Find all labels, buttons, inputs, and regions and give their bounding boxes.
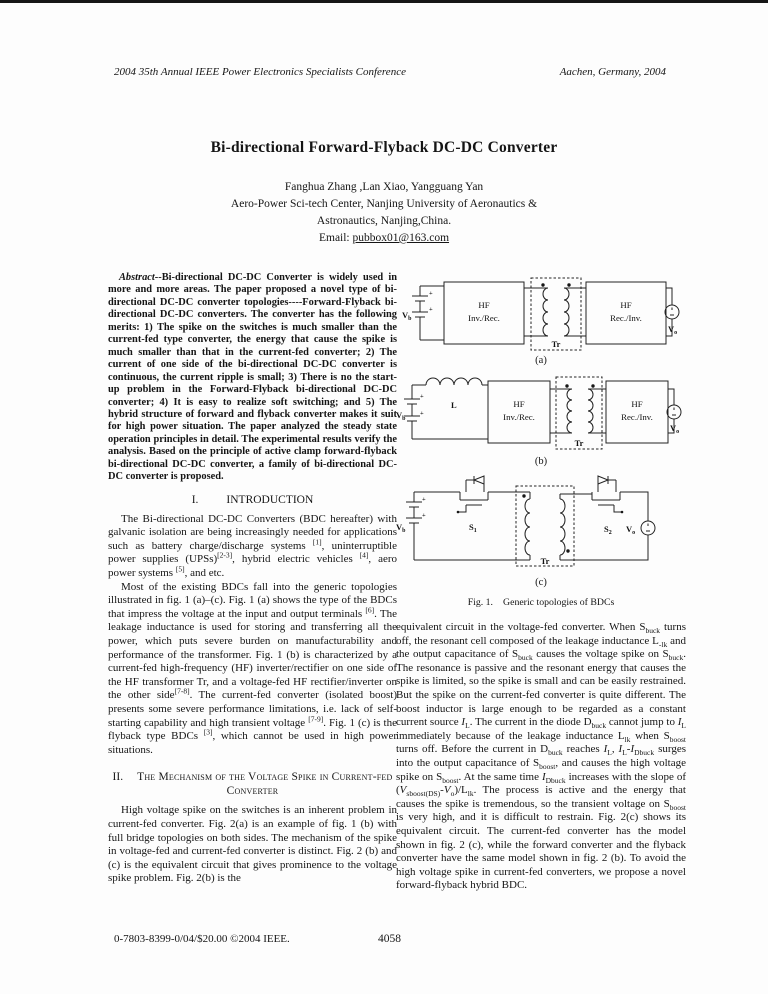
- left-column: [108, 272, 397, 886]
- svg-text:Rec./Inv.: Rec./Inv.: [621, 412, 653, 422]
- section-2-paragraph: High voltage spike on the switches is an inherent problem in current-fed converter. Fig. 2(a) is an example of fig. 1 (b) with full bridge topologies on both sides. The mechanism of the spike in voltage-fed and current-fed converter is distinct. Fig. 2 (b) and (c) is the equivalent circuit that gives prominence to the voltage spike problem. Fig. 2(b) is the: [108, 804, 397, 885]
- vb-label: $V_b$: [402, 310, 412, 322]
- author-block: [0, 179, 768, 247]
- svg-text:Rec./Inv.: Rec./Inv.: [610, 313, 642, 323]
- svg-text:Tr: Tr: [540, 556, 550, 566]
- page-title: Bi-directional Forward-Flyback DC-DC Converter: [210, 139, 558, 156]
- figure-1b-circuit: [396, 371, 686, 455]
- authors-line: Fanghua Zhang ,Lan Xiao, Yangguang Yan: [284, 181, 484, 193]
- hf-rectifier-box: [586, 282, 666, 344]
- vb-label: $V_b$: [396, 410, 406, 422]
- mosfet-s1-icon: [457, 492, 488, 513]
- abstract-paragraph: Abstract--Bi-directional DC-DC Converter is widely used in more and more areas. The paper proposed a novel type of bi-directional DC-DC converter topologies----Forward-Flyback bi-directional DC-DC converters. The converter has the following merits: 1) The spike on the switches is much smaller than the current-fed type converter, the energy that cause the spike is much smaller than that in the current-fed converter; 2) The current of one side of the bi-directional DC-DC converter is continuous, the current ripple is small; 3) There is no the start-up problem in the Forward-Flyback bi-directional DC-DC converter; 4) It is easy to realize soft switching; and 5) The hybrid structure of forward and flyback converter makes it suit for high power situation. The paper analyzed the steady state operation principles in detail. The experimental results verify the analysis. Based on the principle of active clamp forward-flyback bi-directional DC-DC converter, a family of bi-directional DC-DC converter is proposed.: [108, 272, 397, 483]
- svg-text:L: L: [451, 400, 457, 410]
- diode-s1-icon: [466, 476, 484, 492]
- svg-text:+: +: [420, 393, 424, 400]
- battery-icon: [404, 385, 424, 439]
- source-icon: [665, 288, 679, 336]
- svg-text:Tr: Tr: [551, 339, 561, 349]
- s2-label: $S_2$: [604, 524, 612, 536]
- figure-1a-label: (a): [535, 355, 547, 366]
- header-conference: 2004 35th Annual IEEE Power Electronics Specialists Conference: [114, 66, 406, 78]
- transformer-icon: [550, 377, 606, 449]
- vb-label: $V_b$: [396, 522, 406, 534]
- figure-1c-label: (c): [535, 577, 547, 588]
- svg-text:Inv./Rec.: Inv./Rec.: [468, 313, 500, 323]
- affiliation-line-2: Astronautics, Nanjing,China.: [316, 215, 452, 227]
- right-column: [396, 276, 686, 893]
- page-number: 4058: [378, 933, 401, 945]
- section-1-number: I.: [191, 493, 199, 506]
- battery-icon: [412, 286, 433, 340]
- figure-1a-circuit: [400, 276, 682, 354]
- svg-text:+: +: [422, 496, 426, 503]
- svg-text:HF: HF: [620, 300, 632, 310]
- figure-1c-circuit: [396, 472, 686, 576]
- email-line: [0, 230, 768, 247]
- svg-text:+: +: [429, 290, 433, 297]
- mosfet-s2-icon: [592, 492, 623, 513]
- svg-text:+: +: [429, 306, 433, 313]
- intro-paragraph-1: The Bi-directional DC-DC Converters (BDC hereafter) with galvanic isolation are being increasingly needed for applications such as battery charge/discharge systems [1], uninterruptible power supplies (UPSs)[2-3], hybrid electric vehicles [4], aero power systems [5], and etc.: [108, 512, 397, 580]
- email-link[interactable]: pubbox01@163.com: [352, 232, 450, 244]
- s1-label: $S_1$: [469, 522, 477, 534]
- svg-text:HF: HF: [478, 300, 490, 310]
- section-1-heading: [108, 493, 397, 507]
- svg-text:Tr: Tr: [574, 438, 584, 448]
- copyright-notice: 0-7803-8399-0/04/$20.00 ©2004 IEEE.: [114, 933, 290, 945]
- svg-text:HF: HF: [513, 399, 525, 409]
- svg-text:Inv./Rec.: Inv./Rec.: [503, 412, 535, 422]
- section-2-number: II.: [112, 771, 124, 784]
- vo-label: $V_o$: [670, 423, 680, 435]
- figure-1-caption: [396, 597, 686, 608]
- page-top-rule: [0, 0, 768, 3]
- vo-label: $V_o$: [668, 324, 678, 336]
- running-header: [114, 66, 666, 78]
- section-2-heading: [108, 770, 397, 798]
- figure-1b-label: (b): [534, 456, 548, 467]
- transformer-icon: [516, 486, 574, 566]
- svg-text:HF: HF: [631, 399, 643, 409]
- section-1-title: INTRODUCTION: [226, 493, 314, 506]
- diode-s2-icon: [598, 476, 616, 492]
- transformer-icon: [524, 278, 586, 350]
- intro-paragraph-2: Most of the existing BDCs fall into the generic topologies illustrated in fig. 1 (a)–(c). Fig. 1 (a) shows the type of the BDCs that impress the voltage at the input and output terminals [6]. The leakage inductance is used for storing and transferring all the power, which puts severe burden on manufacturability and performance of the transformer. Fig. 1 (b) is characterized by a current-fed high-frequency (HF) inverter/rectifier on one side of the HF transformer Tr, and a voltage-fed HF rectifier/inverter on the other side[7-8]. The current-fed converter (isolated boost) presents some severe performance limitations, i.e. lack of self-starting capability and high transient voltage [7-9]. Fig. 1 (c) is the flyback type BDCs [3], which cannot be used in high power situations.: [108, 580, 398, 756]
- section-2-title: The Mechanism of the Voltage Spike in Current-fed Converter: [137, 771, 393, 798]
- source-icon: [667, 389, 681, 435]
- hf-inverter-box: [488, 381, 550, 443]
- affiliation-line-1: Aero-Power Sci-tech Center, Nanjing University of Aeronautics &: [230, 198, 538, 210]
- email-label: Email:: [318, 232, 353, 244]
- figure-1-caption-label: Fig. 1.: [467, 597, 494, 608]
- right-column-text: equivalent circuit in the voltage-fed converter. When $S_{buck}$ turns off, the resonant cell composed of the leakage inductance $L_{-lk}$ and the output capacitance of $S_{buck}$ causes the voltage spike on $S_{buck}$. The resonance is passive and the resonant energy that causes the spike is limited, so the spike is small and can be easily restrained. But the spike on the current-fed converter is quite different. The boost inductor is large enough to be regarded as a constant current source $I_L$. The current in the diode $D_{buck}$ cannot jump to $I_L$ immediately because of the leakage inductance $L_{lk}$ when $S_{boost}$ turns off. Before the current in $D_{buck}$ reaches $I_L$, $I_L-I_{Dbuck}$ surges into the output capacitance of $S_{boost}$, and causes the high voltage spike on $S_{boost}$. At the same time $I_{Dbuck}$ increases with the slope of $(V_{sboost(DS)}-V_o)/L_{lk}$. The process is active and the energy that causes the spike is tremendous, so the transient voltage on $S_{boost}$ is very high, and it is difficult to restrain. Fig. 2(c) shows its equivalent circuit. The current-fed converter has the model shown in fig. 2 (c), while the forward converter and the flyback converter have the same model shown in fig. 2 (b). To avoid the high voltage spike in current-fed converters, we propose a novel forward-flyback hybrid BDC.: [396, 621, 687, 892]
- svg-text:+: +: [420, 410, 424, 417]
- svg-text:+: +: [422, 512, 426, 519]
- battery-icon: [406, 492, 426, 560]
- header-location: Aachen, Germany, 2004: [559, 66, 666, 78]
- hf-rectifier-box: [606, 381, 668, 443]
- hf-inverter-box: [444, 282, 524, 344]
- figure-1-caption-text: Generic topologies of BDCs: [503, 597, 615, 608]
- vo-label: $V_o$: [626, 524, 636, 536]
